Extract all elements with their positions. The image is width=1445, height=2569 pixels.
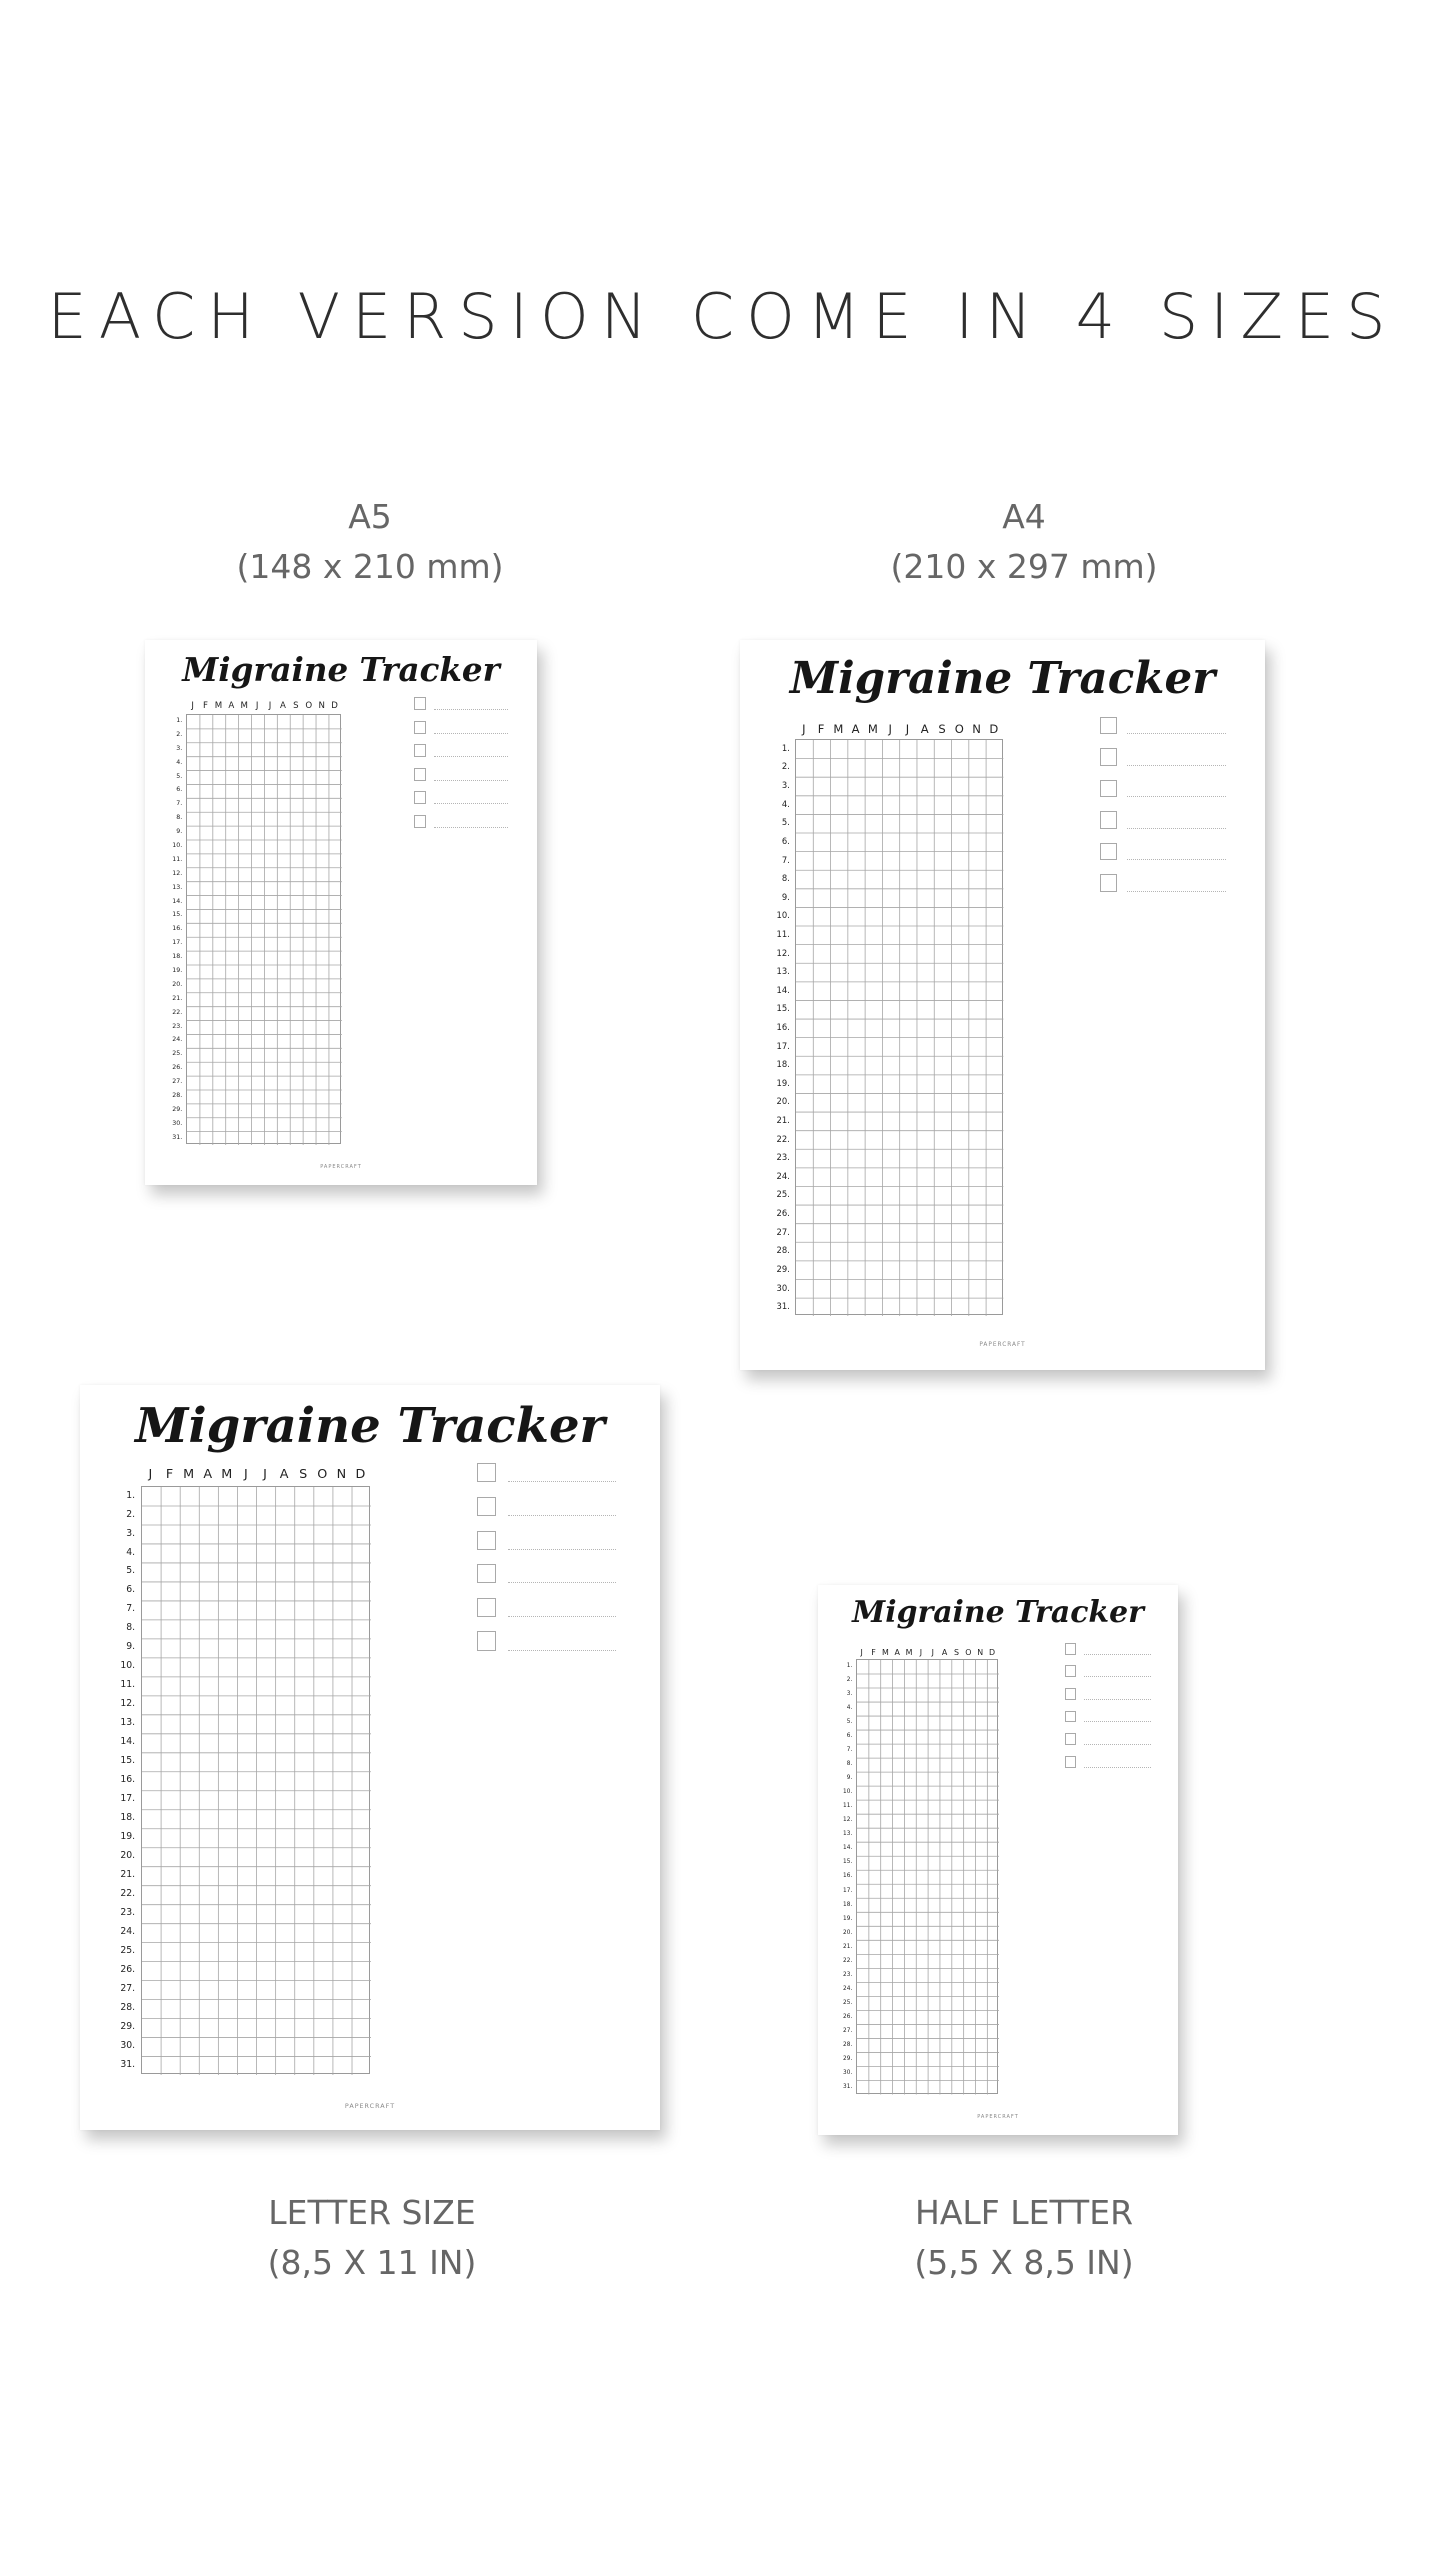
month-header-row [856, 1648, 998, 1657]
day-label: 6. [781, 835, 790, 846]
day-label: 25. [172, 1050, 183, 1058]
day-label: 6. [176, 786, 183, 794]
day-label: 6. [846, 1733, 853, 1740]
legend-item[interactable] [414, 721, 508, 734]
day-label: 14. [172, 897, 183, 905]
legend-item[interactable] [1065, 1688, 1151, 1700]
legend-item[interactable] [1065, 1711, 1151, 1723]
day-label: 10. [172, 842, 183, 850]
day-label: 5. [846, 1719, 853, 1726]
day-label: 14. [776, 984, 790, 995]
month-label: M [881, 1647, 889, 1657]
sheet-half-letter [818, 1585, 1178, 2135]
legend-checkbox[interactable] [477, 1531, 496, 1550]
day-label: 11. [120, 1679, 136, 1691]
month-label: M [905, 1647, 913, 1657]
month-label: S [938, 721, 946, 736]
legend-checkbox[interactable] [414, 768, 427, 781]
day-label: 29. [120, 2021, 136, 2033]
letter-name: LETTER SIZE [268, 2193, 476, 2232]
day-label: 15. [776, 1003, 790, 1014]
month-label: A [851, 721, 860, 736]
month-label: O [305, 701, 313, 712]
legend-write-line [1127, 796, 1225, 797]
month-label: N [318, 701, 325, 712]
day-label: 24. [120, 1926, 136, 1938]
day-label: 18. [120, 1812, 136, 1824]
day-label: 15. [172, 911, 183, 919]
month-label: F [871, 1647, 876, 1657]
month-label: J [888, 721, 892, 736]
legend-item[interactable] [414, 744, 508, 757]
day-label: 9. [846, 1775, 853, 1782]
month-label: A [279, 1467, 289, 1482]
day-label: 21. [776, 1115, 790, 1126]
day-label: 29. [172, 1105, 183, 1113]
day-label: 28. [120, 2002, 136, 2014]
month-label: M [867, 721, 878, 736]
legend-item[interactable] [1100, 780, 1226, 797]
day-label: 22. [120, 1888, 136, 1900]
tracker-title: Migraine Tracker [135, 1398, 605, 1455]
legend-checklist [477, 1463, 616, 1650]
legend-checkbox[interactable] [414, 697, 427, 710]
legend-checkbox[interactable] [477, 1463, 496, 1482]
legend-write-line [1127, 733, 1225, 734]
legend-item[interactable] [414, 768, 508, 781]
page-heading: EACH VERSION COME IN 4 SIZES [47, 280, 1398, 353]
grid-lines [857, 1660, 999, 2095]
day-label: 10. [776, 910, 790, 921]
month-label: J [860, 1647, 863, 1657]
a5-size-label [160, 492, 580, 592]
half-letter-size-label [814, 2188, 1234, 2288]
letter-size-label [162, 2188, 582, 2288]
legend-write-line [434, 709, 507, 710]
legend-write-line [1084, 1676, 1151, 1677]
sheet-letter [80, 1385, 660, 2130]
legend-checklist [1100, 717, 1226, 892]
month-label: M [183, 1467, 195, 1482]
legend-item[interactable] [1065, 1665, 1151, 1677]
day-label: 16. [776, 1021, 790, 1032]
sheet-a4 [740, 640, 1265, 1370]
day-label: 17. [776, 1040, 790, 1051]
day-label: 26. [776, 1208, 790, 1219]
month-label: O [954, 721, 964, 736]
legend-checkbox[interactable] [1100, 748, 1117, 765]
tracker-grid[interactable] [141, 1486, 370, 2075]
footer-brand: PAPERCRAFT [979, 1342, 1026, 1349]
month-label: F [817, 721, 825, 736]
legend-checkbox[interactable] [414, 721, 427, 734]
legend-item[interactable] [1100, 748, 1226, 765]
month-label: A [920, 721, 929, 736]
day-label: 3. [781, 780, 790, 791]
footer-brand: PAPERCRAFT [320, 1164, 362, 1171]
day-label: 25. [776, 1189, 790, 1200]
day-label: 7. [846, 1747, 853, 1754]
day-label: 13. [172, 883, 183, 891]
month-label: D [989, 721, 999, 736]
month-label: D [355, 1467, 366, 1482]
day-label: 19. [172, 967, 183, 975]
day-label: 23. [776, 1152, 790, 1163]
day-label-column [831, 1659, 853, 2094]
day-label: 8. [781, 873, 790, 884]
day-label: 5. [781, 817, 790, 828]
day-label: 20. [120, 1850, 136, 1862]
legend-write-line [508, 1481, 616, 1482]
day-label: 13. [776, 966, 790, 977]
day-label: 27. [776, 1226, 790, 1237]
day-label: 10. [120, 1660, 136, 1672]
day-label: 31. [776, 1301, 790, 1312]
month-label: A [203, 1467, 213, 1482]
a4-size-label [814, 492, 1234, 592]
day-label: 26. [843, 2013, 853, 2020]
day-label: 27. [172, 1078, 183, 1086]
day-label: 19. [843, 1915, 853, 1922]
day-label: 19. [120, 1831, 136, 1843]
day-label: 18. [776, 1059, 790, 1070]
month-label: A [941, 1647, 948, 1657]
legend-checkbox[interactable] [1065, 1688, 1077, 1700]
day-label: 9. [781, 891, 790, 902]
legend-write-line [1127, 828, 1225, 829]
month-label: S [299, 1467, 308, 1482]
legend-write-line [1084, 1767, 1151, 1768]
legend-write-line [434, 733, 507, 734]
sheet-a5 [145, 640, 537, 1185]
legend-checkbox[interactable] [1065, 1711, 1077, 1723]
legend-checklist [1065, 1643, 1151, 1768]
day-label: 12. [776, 947, 790, 958]
day-label: 10. [843, 1789, 853, 1796]
day-label: 1. [126, 1489, 136, 1501]
day-label: 21. [843, 1943, 853, 1950]
day-label: 12. [120, 1698, 136, 1710]
day-label: 24. [172, 1036, 183, 1044]
day-label: 8. [846, 1761, 853, 1768]
month-label: M [240, 701, 248, 712]
month-label: M [221, 1467, 233, 1482]
day-label: 22. [172, 1008, 183, 1016]
month-header-row [141, 1467, 370, 1482]
legend-write-line [508, 1515, 616, 1516]
legend-item[interactable] [414, 815, 508, 828]
legend-item[interactable] [477, 1531, 616, 1550]
month-label: A [894, 1647, 900, 1657]
day-label: 28. [776, 1245, 790, 1256]
legend-item[interactable] [477, 1564, 616, 1583]
day-label: 9. [176, 828, 183, 836]
day-label: 25. [843, 1999, 853, 2006]
month-label: D [331, 701, 338, 712]
day-label-column [159, 714, 183, 1145]
legend-checkbox[interactable] [477, 1497, 496, 1516]
day-label: 5. [126, 1565, 136, 1577]
legend-item[interactable] [1065, 1643, 1151, 1655]
day-label: 2. [846, 1677, 853, 1684]
month-label: J [255, 701, 259, 712]
day-label: 14. [843, 1845, 853, 1852]
month-label: N [977, 1647, 984, 1657]
grid-lines [187, 715, 342, 1146]
legend-write-line [1084, 1721, 1151, 1722]
legend-write-line [508, 1549, 616, 1550]
a4-dimensions: (210 x 297 mm) [890, 547, 1158, 586]
day-label: 17. [120, 1793, 136, 1805]
legend-checkbox[interactable] [477, 1564, 496, 1583]
legend-write-line [434, 780, 507, 781]
a5-name: A5 [348, 497, 392, 536]
day-label: 1. [781, 742, 790, 753]
day-label: 9. [126, 1641, 136, 1653]
grid-lines [142, 1487, 371, 2076]
day-label: 7. [176, 800, 183, 808]
legend-checkbox[interactable] [1100, 780, 1117, 797]
day-label: 7. [781, 854, 790, 865]
month-label: J [802, 721, 806, 736]
month-header-row [795, 722, 1002, 736]
day-label-column [758, 739, 790, 1316]
day-label: 1. [846, 1663, 853, 1670]
day-label: 5. [176, 772, 183, 780]
day-label: 28. [843, 2041, 853, 2048]
day-label: 6. [126, 1584, 136, 1596]
day-label: 25. [120, 1945, 136, 1957]
tracker-title: Migraine Tracker [182, 649, 500, 689]
day-label: 4. [176, 758, 183, 766]
legend-checkbox[interactable] [477, 1631, 496, 1650]
half-letter-name: HALF LETTER [915, 2193, 1133, 2232]
day-label: 13. [120, 1717, 136, 1729]
day-label: 22. [776, 1133, 790, 1144]
day-label: 26. [172, 1064, 183, 1072]
a5-dimensions: (148 x 210 mm) [236, 547, 504, 586]
day-label: 20. [843, 1929, 853, 1936]
day-label: 24. [776, 1170, 790, 1181]
day-label: 17. [172, 939, 183, 947]
legend-checkbox[interactable] [1100, 874, 1117, 891]
day-label: 26. [120, 1964, 136, 1976]
month-label: O [965, 1647, 972, 1657]
day-label: 16. [172, 925, 183, 933]
day-label: 17. [843, 1887, 853, 1894]
legend-checkbox[interactable] [1100, 843, 1117, 860]
day-label: 15. [843, 1859, 853, 1866]
tracker-grid[interactable] [186, 714, 341, 1145]
day-label: 16. [120, 1774, 136, 1786]
grid-lines [796, 740, 1003, 1317]
legend-write-line [434, 803, 507, 804]
day-label: 21. [172, 994, 183, 1002]
legend-checkbox[interactable] [1065, 1665, 1077, 1677]
legend-item[interactable] [477, 1598, 616, 1617]
legend-checkbox[interactable] [414, 791, 427, 804]
day-label: 31. [120, 2059, 136, 2071]
day-label: 15. [120, 1755, 136, 1767]
legend-item[interactable] [1100, 874, 1226, 891]
day-label: 3. [176, 744, 183, 752]
day-label: 3. [126, 1527, 136, 1539]
day-label: 8. [176, 814, 183, 822]
tracker-title: Migraine Tracker [852, 1594, 1144, 1630]
day-label: 2. [126, 1508, 136, 1520]
day-label: 27. [843, 2027, 853, 2034]
day-label-column [100, 1486, 135, 2075]
legend-write-line [1084, 1654, 1151, 1655]
legend-item[interactable] [1100, 717, 1226, 734]
month-label: S [293, 701, 299, 712]
day-label: 11. [776, 928, 790, 939]
day-label: 14. [120, 1736, 136, 1748]
day-label: 4. [126, 1546, 136, 1558]
month-label: J [931, 1647, 934, 1657]
day-label: 4. [846, 1705, 853, 1712]
legend-item[interactable] [1100, 811, 1226, 828]
day-label: 1. [176, 717, 183, 724]
month-label: J [919, 1647, 923, 1657]
month-label: O [317, 1467, 328, 1482]
day-label: 18. [843, 1901, 853, 1908]
month-label: N [972, 721, 981, 736]
day-label: 2. [781, 761, 790, 772]
month-header-row [186, 701, 341, 711]
legend-checkbox[interactable] [414, 744, 427, 757]
footer-brand: PAPERCRAFT [344, 2101, 396, 2110]
day-label: 7. [126, 1603, 136, 1615]
legend-write-line [434, 827, 507, 828]
legend-checkbox[interactable] [1065, 1643, 1077, 1655]
day-label: 30. [776, 1282, 790, 1293]
day-label: 30. [843, 2069, 853, 2076]
legend-item[interactable] [414, 697, 508, 710]
legend-checkbox[interactable] [1065, 1756, 1077, 1768]
day-label: 27. [120, 1983, 136, 1995]
a4-name: A4 [1002, 497, 1046, 536]
day-label: 28. [172, 1092, 183, 1100]
day-label: 23. [172, 1022, 183, 1030]
day-label: 23. [843, 1971, 853, 1978]
legend-item[interactable] [477, 1631, 616, 1650]
day-label: 2. [176, 730, 183, 738]
tracker-title: Migraine Tracker [789, 653, 1216, 705]
half-letter-dimensions: (5,5 X 8,5 IN) [914, 2243, 1134, 2282]
legend-write-line [1127, 765, 1225, 766]
month-label: S [953, 1647, 959, 1657]
legend-write-line [508, 1616, 616, 1617]
legend-checkbox[interactable] [1100, 717, 1117, 734]
legend-write-line [1084, 1744, 1151, 1745]
day-label: 31. [843, 2083, 853, 2090]
legend-item[interactable] [1065, 1733, 1151, 1745]
day-label: 22. [843, 1957, 853, 1964]
day-label: 3. [846, 1691, 853, 1698]
legend-write-line [1127, 891, 1225, 892]
tracker-grid[interactable] [795, 739, 1002, 1316]
day-label: 29. [843, 2055, 853, 2062]
day-label: 23. [120, 1907, 136, 1919]
day-label: 30. [120, 2040, 136, 2052]
legend-write-line [1127, 859, 1225, 860]
month-label: J [268, 701, 272, 712]
legend-item[interactable] [414, 791, 508, 804]
month-label: J [148, 1467, 153, 1482]
legend-write-line [508, 1650, 616, 1651]
day-label: 20. [776, 1096, 790, 1107]
legend-checkbox[interactable] [414, 815, 427, 828]
tracker-grid[interactable] [856, 1659, 998, 2094]
legend-item[interactable] [477, 1463, 616, 1482]
month-label: J [905, 721, 910, 736]
day-label: 4. [781, 798, 790, 809]
day-label: 12. [843, 1817, 853, 1824]
legend-item[interactable] [477, 1497, 616, 1516]
legend-write-line [508, 1582, 616, 1583]
day-label: 30. [172, 1119, 183, 1127]
day-label: 24. [843, 1985, 853, 1992]
legend-checkbox[interactable] [1065, 1733, 1077, 1745]
day-label: 11. [843, 1803, 853, 1810]
legend-checklist [414, 697, 508, 828]
month-label: D [988, 1647, 996, 1657]
letter-dimensions: (8,5 X 11 IN) [267, 2243, 477, 2282]
legend-write-line [1084, 1699, 1151, 1700]
day-label: 13. [843, 1831, 853, 1838]
day-label: 21. [120, 1869, 136, 1881]
legend-checkbox[interactable] [477, 1598, 496, 1617]
legend-item[interactable] [1065, 1756, 1151, 1768]
day-label: 31. [172, 1133, 183, 1141]
day-label: 16. [843, 1873, 853, 1880]
day-label: 11. [172, 855, 183, 863]
month-label: A [280, 701, 286, 712]
month-label: A [228, 701, 235, 712]
legend-checkbox[interactable] [1100, 811, 1117, 828]
day-label: 12. [172, 869, 183, 877]
day-label: 19. [776, 1077, 790, 1088]
month-label: F [165, 1467, 174, 1482]
month-label: N [336, 1467, 347, 1482]
month-label: J [191, 701, 194, 712]
legend-write-line [434, 756, 507, 757]
day-label: 20. [172, 980, 183, 988]
day-label: 29. [776, 1263, 790, 1274]
day-label: 8. [126, 1622, 136, 1634]
month-label: J [244, 1467, 248, 1482]
day-label: 18. [172, 953, 183, 961]
legend-item[interactable] [1100, 843, 1226, 860]
footer-brand: PAPERCRAFT [977, 2114, 1019, 2121]
month-label: F [203, 701, 208, 712]
month-label: M [214, 701, 223, 712]
month-label: M [833, 721, 844, 736]
month-label: J [263, 1467, 267, 1482]
